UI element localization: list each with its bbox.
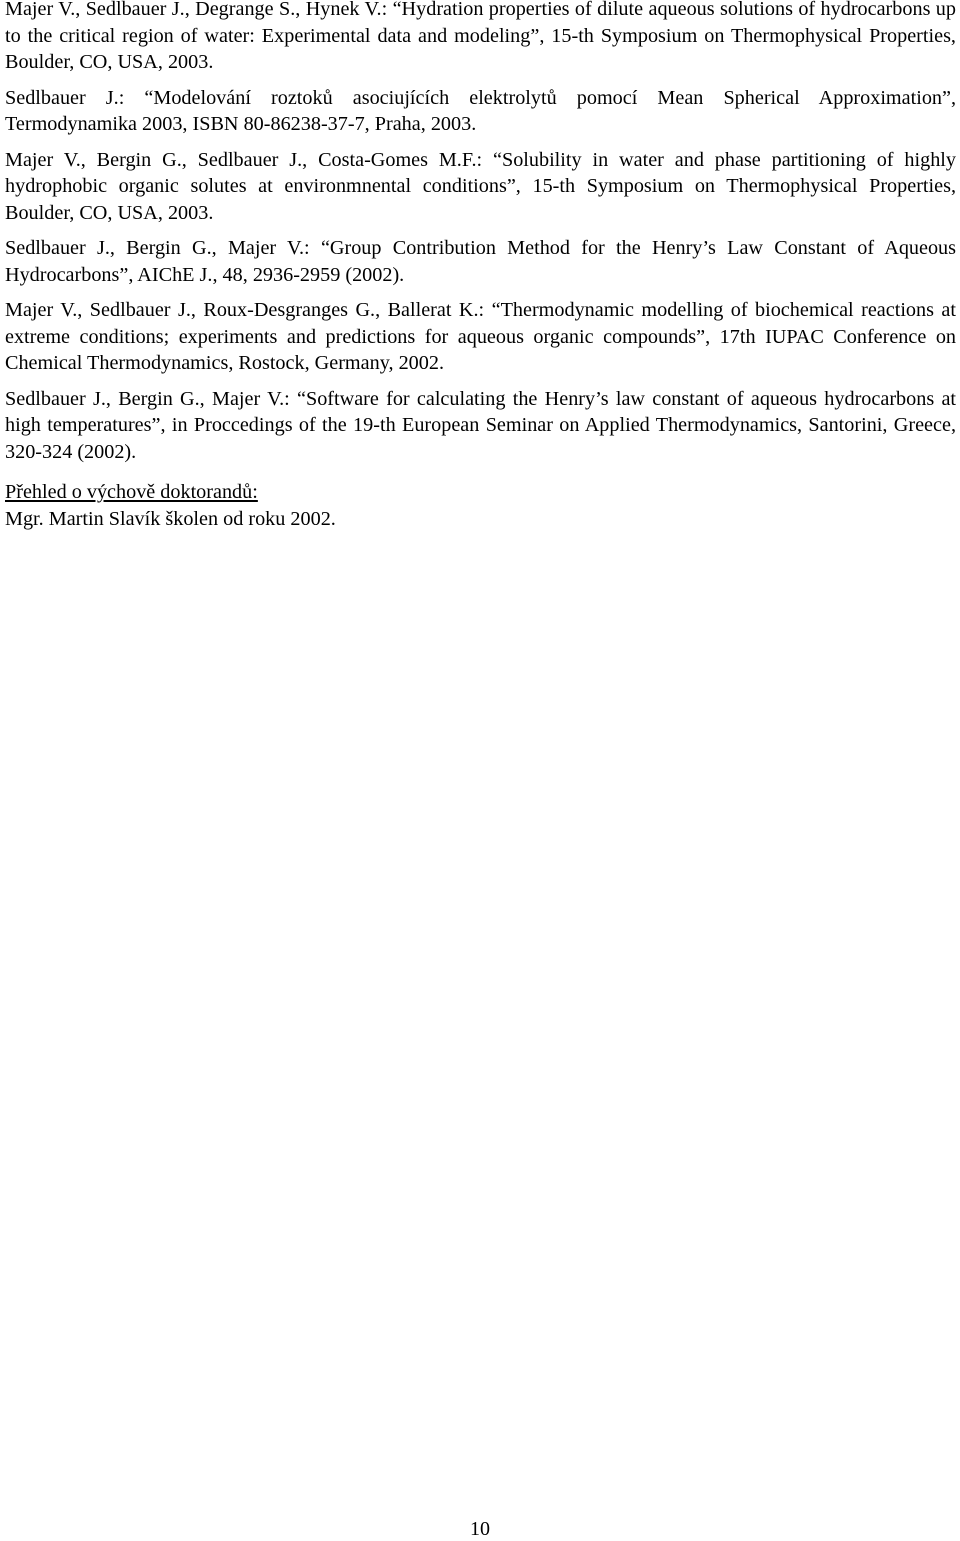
section-heading: Přehled o výchově doktorandů: [5, 481, 258, 503]
publication-authors: Majer V., Bergin G., Sedlbauer J., Costa-Gomes M.F.: [5, 148, 493, 171]
publication-entry [5, 386, 956, 466]
publication-title: “Group Contribution Method for the Henry’s Law Constant of Aqueous Hydrocarbons” [5, 237, 957, 286]
publication-authors: Sedlbauer J.: [5, 86, 145, 109]
publication-entry [5, 297, 956, 377]
publication-entry [5, 235, 956, 288]
publication-title: “Software for calculating the Henry’s law constant of aqueous hydrocarbons at high temperatures” [5, 387, 957, 436]
publication-source: , 15-th Symposium on Thermophysical Properties, Boulder, CO, USA, 2003. [5, 175, 956, 224]
publication-title: “Thermodynamic modelling of biochemical reactions at extreme conditions; experiments and predictions for aqueous organic compounds” [5, 299, 956, 348]
doctoral-supervision-section [5, 479, 956, 532]
publication-list [5, 0, 956, 474]
publication-title: “Hydration properties of dilute aqueous solutions of hydrocarbons up to the critical region of water: Experimental data and modeling” [5, 0, 956, 47]
publication-authors: Majer V., Sedlbauer J., Roux-Desgranges G., Ballerat K.: [5, 299, 492, 321]
page-number: 10 [470, 1518, 490, 1540]
supervision-text: Mgr. Martin Slavík školen od roku 2002. [5, 507, 336, 530]
publication-entry [5, 85, 956, 138]
publication-authors: Sedlbauer J., Bergin G., Majer V.: [5, 387, 297, 410]
publication-source: , Termodynamika 2003, ISBN 80-86238-37-7, Praha, 2003. [5, 86, 957, 135]
publication-title: “Solubility in water and phase partitioning of highly hydrophobic organic solutes at environmnental conditions” [5, 148, 956, 197]
publication-title: “Modelování roztoků asociujících elektrolytů pomocí Mean Spherical Approximation” [144, 86, 951, 109]
publication-authors: Majer V., Sedlbauer J., Degrange S., Hynek V.: [5, 0, 393, 20]
publication-source: , 17th IUPAC Conference on Chemical Thermodynamics, Rostock, Germany, 2002. [5, 325, 957, 374]
publication-source: , AIChE J., 48, 2936-2959 (2002). [128, 263, 405, 286]
publication-entry [5, 147, 956, 227]
publication-source: , 15-th Symposium on Thermophysical Properties, Boulder, CO, USA, 2003. [5, 24, 956, 73]
publication-authors: Sedlbauer J., Bergin G., Majer V.: [5, 237, 321, 259]
publication-entry [5, 0, 956, 76]
publication-source: , in Proccedings of the 19-th European Seminar on Applied Thermodynamics, Santorini, Greece, 320-324 (2002). [5, 414, 956, 463]
